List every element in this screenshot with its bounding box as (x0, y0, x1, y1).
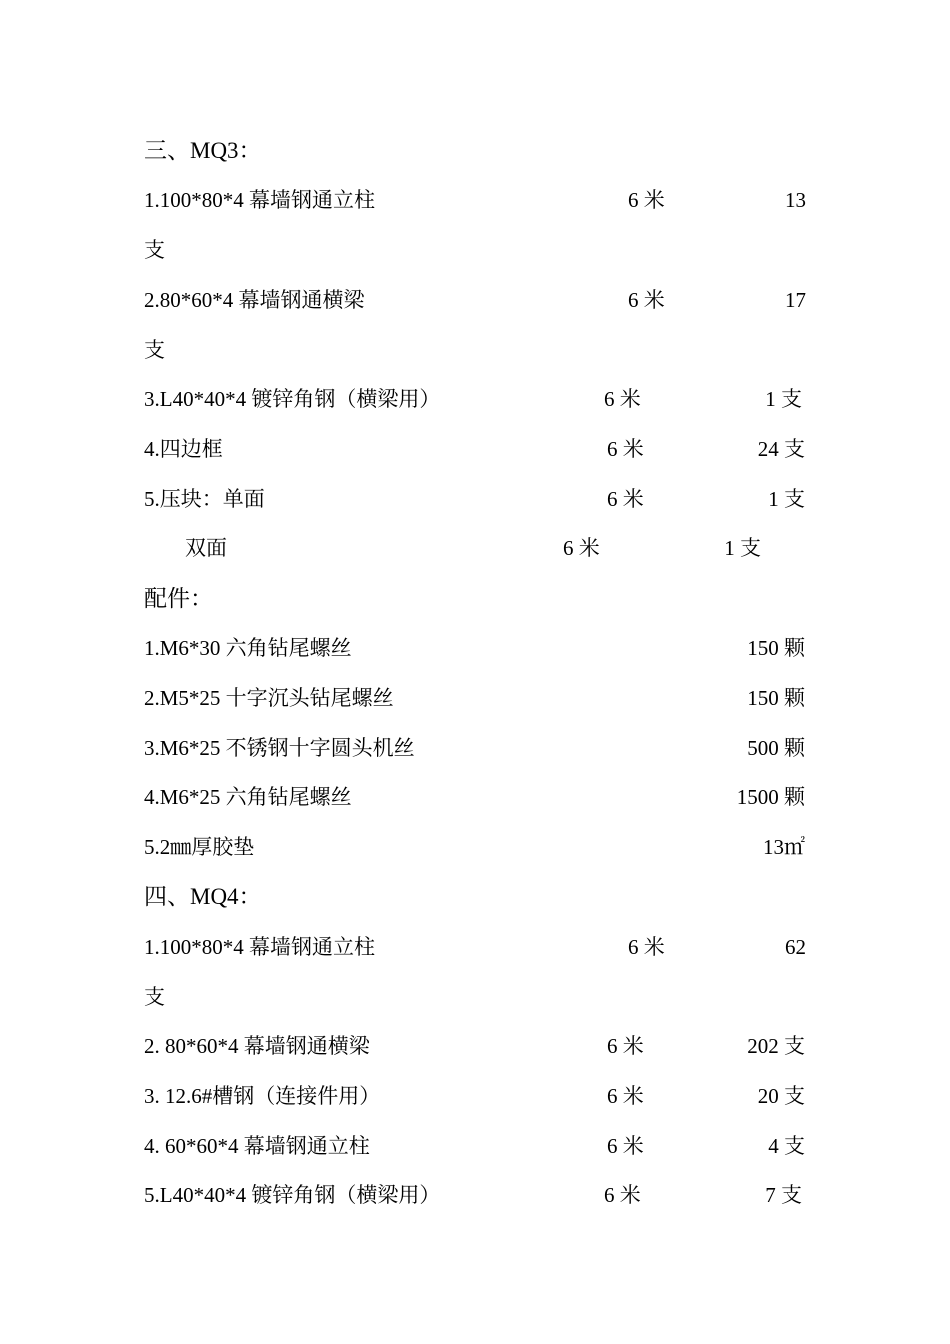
list-item (0, 631, 950, 665)
list-item (0, 531, 950, 565)
item-qty: 7 支 (765, 1183, 802, 1207)
section-heading-accessories (0, 582, 950, 616)
list-item (0, 283, 950, 317)
section-heading-mq4 (0, 880, 950, 914)
item-name: 3.M6*25 不锈钢十字圆头机丝 (144, 736, 415, 760)
item-length: 6 米 (604, 1183, 641, 1207)
item-name: 3. 12.6#槽钢（连接件用） (144, 1084, 381, 1108)
list-item (0, 681, 950, 715)
item-qty: 20 支 (757, 1084, 805, 1108)
item-qty: 17 (785, 288, 806, 312)
list-item (0, 1129, 950, 1163)
item-name: 1.100*80*4 幕墙钢通立柱 (144, 188, 375, 212)
list-item (0, 482, 950, 516)
item-qty: 1 支 (768, 487, 805, 511)
item-length: 6 米 (628, 188, 665, 212)
list-item (0, 183, 950, 217)
item-qty: 500 颗 (747, 736, 805, 760)
item-name: 1.M6*30 六角钻尾螺丝 (144, 636, 352, 660)
item-length: 6 米 (607, 1134, 644, 1158)
item-name: 3.L40*40*4 镀锌角钢（横梁用） (144, 387, 441, 411)
item-name: 4.四边框 (144, 437, 223, 461)
item-name: 2.80*60*4 幕墙钢通横梁 (144, 288, 365, 312)
list-item (0, 830, 950, 864)
item-length: 6 米 (607, 1084, 644, 1108)
list-item-wrap (0, 333, 950, 367)
item-name: 1.100*80*4 幕墙钢通立柱 (144, 935, 375, 959)
item-length: 6 米 (628, 288, 665, 312)
item-unit: 支 (144, 985, 165, 1009)
item-name: 2.M5*25 十字沉头钻尾螺丝 (144, 686, 394, 710)
item-qty: 150 颗 (747, 636, 805, 660)
heading-text: 配件： (144, 586, 213, 611)
item-name: 5.L40*40*4 镀锌角钢（横梁用） (144, 1183, 441, 1207)
item-qty: 1500 颗 (736, 785, 805, 809)
item-qty: 1 支 (765, 387, 802, 411)
list-item (0, 780, 950, 814)
item-qty: 24 支 (757, 437, 805, 461)
list-item (0, 1029, 950, 1063)
list-item-wrap (0, 233, 950, 267)
item-name: 4.M6*25 六角钻尾螺丝 (144, 785, 352, 809)
item-length: 6 米 (628, 935, 665, 959)
item-name: 2. 80*60*4 幕墙钢通横梁 (144, 1034, 370, 1058)
list-item (0, 382, 950, 416)
item-length: 6 米 (607, 1034, 644, 1058)
list-item (0, 731, 950, 765)
item-name: 5.2㎜厚胶垫 (144, 835, 255, 859)
list-item (0, 1178, 950, 1212)
heading-text: 四、MQ4： (144, 884, 262, 909)
item-name: 5.压块：单面 (144, 487, 265, 511)
item-name: 双面 (185, 536, 227, 560)
item-length: 6 米 (563, 536, 600, 560)
item-qty: 4 支 (768, 1134, 805, 1158)
item-qty: 62 (785, 935, 806, 959)
heading-text: 三、MQ3： (144, 138, 262, 163)
item-unit: 支 (144, 238, 165, 262)
item-length: 6 米 (604, 387, 641, 411)
item-qty: 202 支 (747, 1034, 805, 1058)
list-item (0, 432, 950, 466)
list-item-wrap (0, 980, 950, 1014)
item-qty: 150 颗 (747, 686, 805, 710)
item-length: 6 米 (607, 487, 644, 511)
item-name: 4. 60*60*4 幕墙钢通立柱 (144, 1134, 370, 1158)
item-qty: 13㎡ (763, 835, 805, 859)
item-qty: 1 支 (724, 536, 761, 560)
list-item (0, 1079, 950, 1113)
section-heading-mq3 (0, 134, 950, 168)
list-item (0, 930, 950, 964)
item-unit: 支 (144, 338, 165, 362)
item-length: 6 米 (607, 437, 644, 461)
item-qty: 13 (785, 188, 806, 212)
